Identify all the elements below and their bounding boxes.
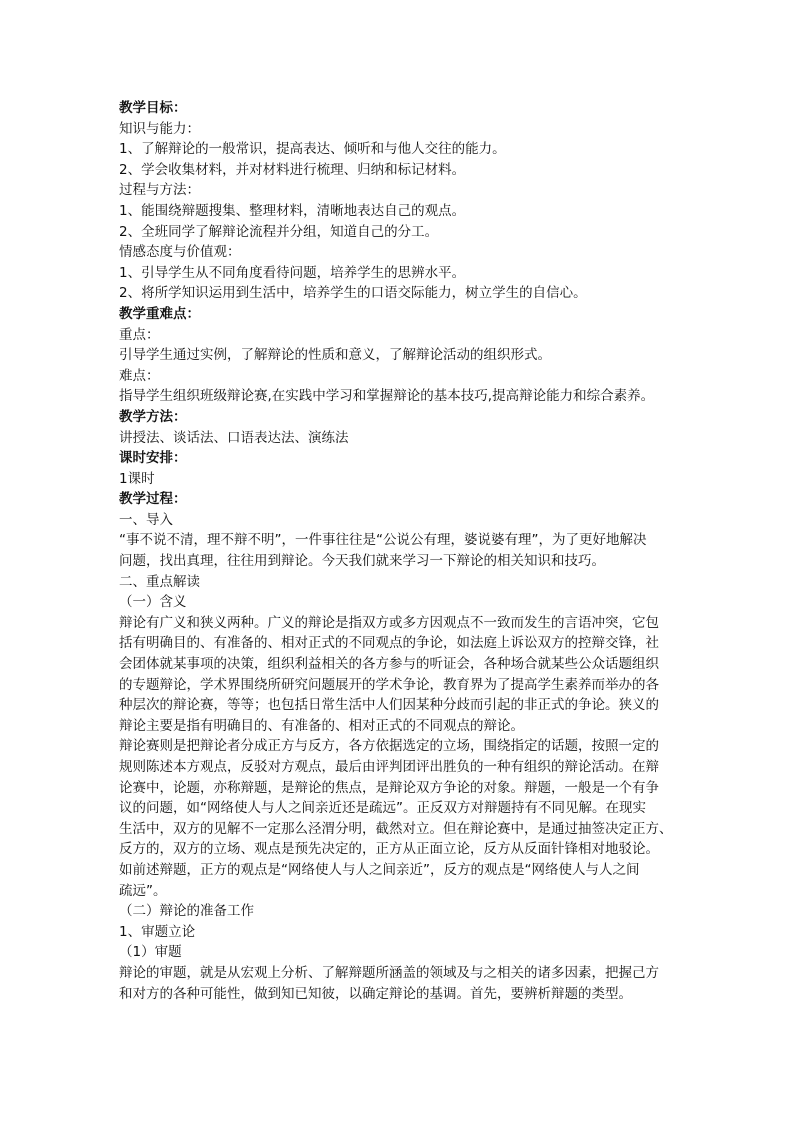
- text-line: 指导学生组织班级辩论赛,在实践中学习和掌握辩论的基本技巧,提高辩论能力和综合素养。: [119, 388, 655, 405]
- text-line: 议的问题，如“网络使人与人之间亲近还是疏远”。正反双方对辩题持有不同见解。在现实: [119, 800, 646, 817]
- text-line: 种层次的辩论赛，等等；也包括日常生活中人们因某种分歧而引起的非正式的争论。狭义的: [119, 697, 659, 714]
- text-line: 一、导入: [119, 511, 173, 528]
- text-line: 辩论有广义和狭义两种。广义的辩论是指双方或多方因观点不一致而发生的言语冲突，它包: [119, 614, 659, 631]
- text-line: 重点：: [119, 326, 160, 343]
- text-line: 1课时: [119, 470, 155, 487]
- text-line: （二）辩论的准备工作: [119, 903, 254, 920]
- text-line: 辩论主要是指有明确目的、有准备的、相对正式的不同观点的辩论。: [119, 717, 524, 734]
- text-line: 规则陈述本方观点，反驳对方观点，最后由评判团评出胜负的一种有组织的辩论活动。在辩: [119, 759, 659, 775]
- text-line: 1、审题立论: [119, 923, 196, 940]
- text-line: （一）含义: [119, 594, 187, 611]
- text-line: 的专题辩论，学术界围绕所研究问题展开的学术争论，教育界为了提高学生素养而举办的各: [119, 676, 659, 693]
- text-line: 1、了解辩论的一般常识，提高表达、倾听和与他人交往的能力。: [119, 141, 506, 158]
- text-line: 会团体就某事项的决策，组织利益相关的各方参与的听证会，各种场合就某些公众话题组织: [119, 656, 659, 673]
- text-line: 疏远”。: [119, 882, 167, 899]
- text-line: 二、重点解读: [119, 573, 200, 590]
- text-line: 如前述辩题，正方的观点是“网络使人与人之间亲近”，反方的观点是“网络使人与人之间: [119, 861, 640, 878]
- document-page: [119, 98, 681, 1004]
- text-line: 生活中，双方的见解不一定那么泾渭分明，截然对立。但在辩论赛中，是通过抽签决定正方、: [119, 820, 673, 837]
- text-line: 过程与方法：: [119, 182, 200, 199]
- text-line: 问题，找出真理，往往用到辩论。今天我们就来学习一下辩论的相关知识和技巧。: [119, 553, 605, 570]
- text-line: 辩论赛则是把辩论者分成正方与反方，各方依据选定的立场，围绕指定的话题，按照一定的: [119, 738, 659, 755]
- text-line: （1）审题: [119, 944, 182, 961]
- text-line: 难点：: [119, 367, 160, 384]
- text-line: 讲授法、谈话法、口语表达法、演练法: [119, 429, 349, 446]
- text-line: 情感态度与价值观：: [119, 244, 241, 261]
- text-line: 2、将所学知识运用到生活中，培养学生的口语交际能力，树立学生的自信心。: [119, 285, 587, 302]
- section-heading: 教学目标：: [119, 100, 187, 116]
- section-heading: 课时安排：: [119, 450, 187, 467]
- section-heading: 教学重难点：: [119, 305, 200, 322]
- text-line: 2、学会收集材料，并对材料进行梳理、归纳和标记材料。: [119, 161, 466, 178]
- section-heading: 教学方法：: [119, 408, 187, 425]
- text-line: 1、引导学生从不同角度看待问题，培养学生的思辨水平。: [119, 264, 466, 281]
- text-line: 引导学生通过实例，了解辩论的性质和意义，了解辩论活动的组织形式。: [119, 347, 551, 364]
- section-heading: 教学过程：: [119, 491, 187, 508]
- text-line: 和对方的各种可能性，做到知已知彼，以确定辩论的基调。首先，要辨析辩题的类型。: [119, 985, 632, 1002]
- text-line: 论赛中，论题，亦称辩题，是辩论的焦点，是辩论双方争论的对象。辩题，一般是一个有争: [119, 779, 659, 796]
- text-line: 反方的，双方的立场、观点是预先决定的，正方从正面立论，反方从反面针锋相对地驳论。: [119, 841, 659, 858]
- text-line: 1、能围绕辩题搜集、整理材料，清晰地表达自己的观点。: [119, 202, 466, 219]
- text-line: 2、全班同学了解辩论流程并分组，知道自己的分工。: [119, 223, 439, 240]
- text-line: 括有明确目的、有准备的、相对正式的不同观点的争论，如法庭上诉讼双方的控辩交锋，社: [119, 635, 659, 652]
- text-line: 知识与能力：: [119, 120, 200, 137]
- text-line: “事不说不清，理不辩不明”，一件事往往是“公说公有理，婆说婆有理”，为了更好地解决: [119, 532, 647, 549]
- text-line: 辩论的审题，就是从宏观上分析、了解辩题所涵盖的领域及与之相关的诸多因素，把握己方: [119, 964, 659, 981]
